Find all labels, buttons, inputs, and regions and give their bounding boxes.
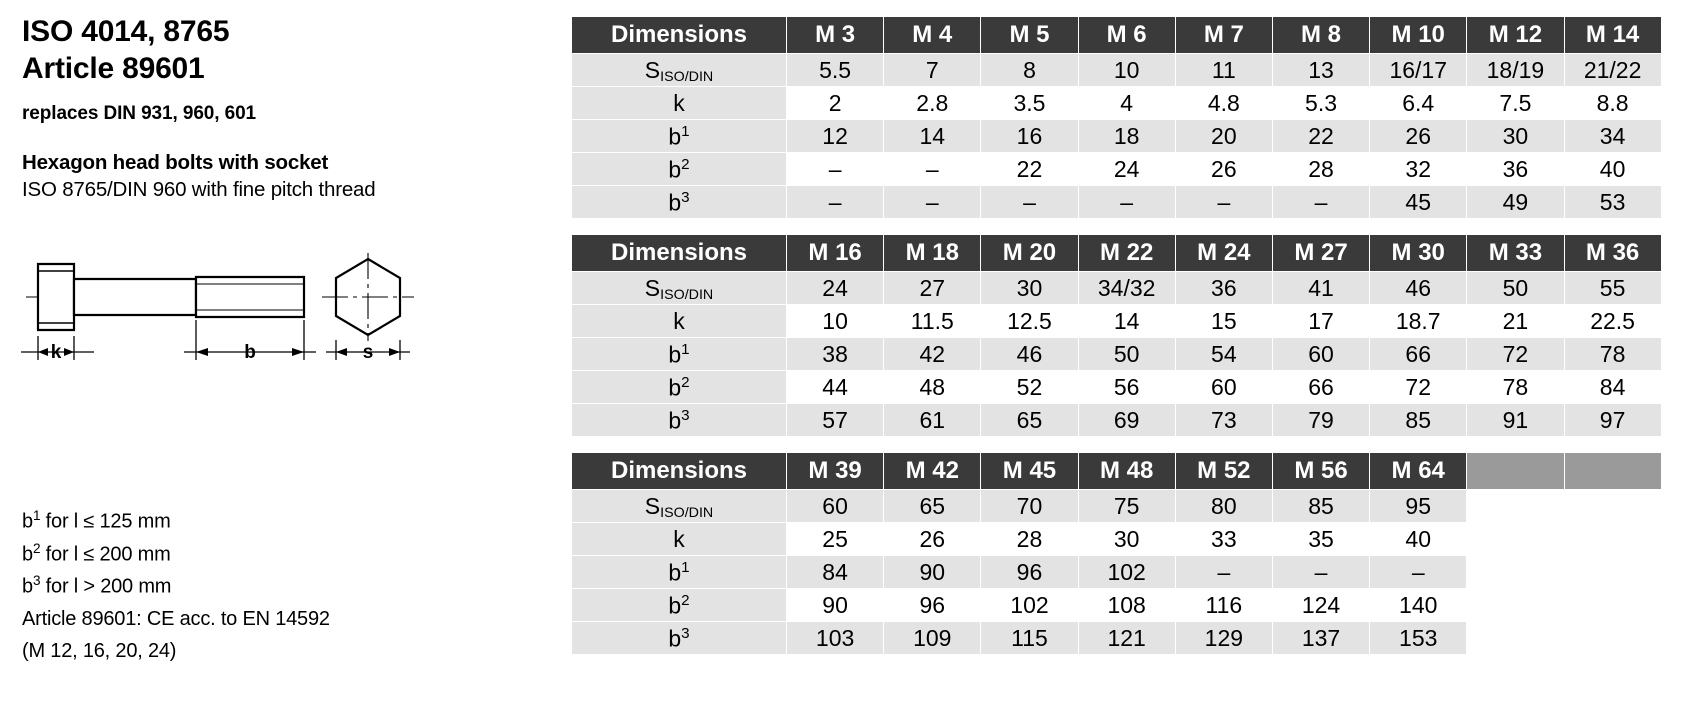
cell: 2 — [787, 87, 884, 120]
footnote-ce-sizes: (M 12, 16, 20, 24) — [22, 639, 177, 662]
row-label: $b^1$ — [572, 120, 787, 153]
cell: 61 — [884, 404, 981, 437]
table-header-size: M 10 — [1370, 17, 1467, 54]
cell: 52 — [981, 371, 1078, 404]
cell: 54 — [1175, 338, 1272, 371]
cell: 36 — [1175, 272, 1272, 305]
cell: 78 — [1467, 371, 1564, 404]
cell: 30 — [1078, 523, 1175, 556]
cell: 18.7 — [1370, 305, 1467, 338]
cell: – — [787, 153, 884, 186]
table-header-blank — [1467, 453, 1564, 490]
cell: 26 — [884, 523, 981, 556]
cell: 50 — [1078, 338, 1175, 371]
cell: – — [884, 153, 981, 186]
cell: 102 — [981, 589, 1078, 622]
row-label: $b^3$ — [572, 622, 787, 655]
cell: 21 — [1467, 305, 1564, 338]
cell: – — [1175, 186, 1272, 219]
table-header-size: M 4 — [884, 17, 981, 54]
cell: 116 — [1175, 589, 1272, 622]
footnotes-block — [22, 505, 492, 667]
cell: – — [884, 186, 981, 219]
table-header-dimensions: Dimensions — [572, 453, 787, 490]
cell: – — [1272, 556, 1369, 589]
cell: 78 — [1564, 338, 1661, 371]
footnote-b1 — [22, 505, 492, 538]
cell: 96 — [884, 589, 981, 622]
table-header-size: M 16 — [787, 235, 884, 272]
row-label: $b^2$ — [572, 589, 787, 622]
table-header-size: M 5 — [981, 17, 1078, 54]
cell: 140 — [1370, 589, 1467, 622]
cell: 30 — [1467, 120, 1564, 153]
row-label: $S_{ISO/DIN}$ — [572, 54, 787, 87]
footnote-b1-text: for l ≤ 125 mm — [40, 510, 171, 533]
table-row — [572, 87, 1662, 120]
table-header-size: M 20 — [981, 235, 1078, 272]
row-label: k — [572, 523, 787, 556]
cell: 66 — [1370, 338, 1467, 371]
cell: 80 — [1175, 490, 1272, 523]
table-row — [572, 589, 1662, 622]
cell: 96 — [981, 556, 1078, 589]
footnote-ce: Article 89601: CE acc. to EN 14592 — [22, 607, 330, 630]
cell: 8.8 — [1564, 87, 1661, 120]
table-header-dimensions: Dimensions — [572, 235, 787, 272]
cell: 53 — [1564, 186, 1661, 219]
cell: 56 — [1078, 371, 1175, 404]
cell: 129 — [1175, 622, 1272, 655]
description-sub: ISO 8765/DIN 960 with fine pitch thread — [22, 178, 376, 202]
cell: 6.4 — [1370, 87, 1467, 120]
cell: – — [981, 186, 1078, 219]
footnote-b2 — [22, 538, 492, 571]
footnote-b3 — [22, 570, 492, 603]
cell: 84 — [1564, 371, 1661, 404]
cell: 60 — [1175, 371, 1272, 404]
cell: – — [787, 186, 884, 219]
table-header-row — [572, 17, 1662, 54]
cell: 36 — [1467, 153, 1564, 186]
dimension-label-s: s — [362, 342, 374, 363]
footnote-b3-text: for l > 200 mm — [40, 575, 172, 598]
table-header-size: M 30 — [1370, 235, 1467, 272]
cell: 26 — [1370, 120, 1467, 153]
table-row — [572, 186, 1662, 219]
footnote-b2-text: for l ≤ 200 mm — [40, 543, 171, 566]
left-info-column — [22, 14, 522, 202]
table-header-size: M 39 — [787, 453, 884, 490]
dimension-table-3 — [571, 452, 1662, 655]
table-header-size: M 52 — [1175, 453, 1272, 490]
cell: 22 — [981, 153, 1078, 186]
cell: 30 — [981, 272, 1078, 305]
title-line-article: Article 89601 — [22, 51, 205, 85]
cell: 26 — [1175, 153, 1272, 186]
cell: 41 — [1272, 272, 1369, 305]
cell: 46 — [981, 338, 1078, 371]
cell: 109 — [884, 622, 981, 655]
cell: 12 — [787, 120, 884, 153]
dimension-table-2 — [571, 234, 1662, 437]
cell: 48 — [884, 371, 981, 404]
row-label: k — [572, 305, 787, 338]
cell: 69 — [1078, 404, 1175, 437]
cell: – — [1370, 556, 1467, 589]
cell-empty — [1467, 523, 1564, 556]
dimension-label-b: b — [244, 342, 256, 363]
table-row — [572, 153, 1662, 186]
cell: 90 — [787, 589, 884, 622]
cell-empty — [1467, 622, 1564, 655]
cell: 28 — [981, 523, 1078, 556]
cell: 16/17 — [1370, 54, 1467, 87]
cell: 35 — [1272, 523, 1369, 556]
table-header-size: M 3 — [787, 17, 884, 54]
row-label: $b^2$ — [572, 153, 787, 186]
cell: 73 — [1175, 404, 1272, 437]
cell: – — [1078, 186, 1175, 219]
table-header-size: M 6 — [1078, 17, 1175, 54]
cell: 91 — [1467, 404, 1564, 437]
table-row — [572, 490, 1662, 523]
cell: 95 — [1370, 490, 1467, 523]
cell: 20 — [1175, 120, 1272, 153]
cell: 5.5 — [787, 54, 884, 87]
table-row — [572, 305, 1662, 338]
table-row — [572, 523, 1662, 556]
cell: 102 — [1078, 556, 1175, 589]
table-header-size: M 42 — [884, 453, 981, 490]
cell: 55 — [1564, 272, 1661, 305]
table-row — [572, 371, 1662, 404]
cell: – — [1175, 556, 1272, 589]
title-line-standard: ISO 4014, 8765 — [22, 15, 230, 48]
cell: 84 — [787, 556, 884, 589]
table-header-size: M 27 — [1272, 235, 1369, 272]
cell-empty — [1564, 490, 1661, 523]
table-header-size: M 48 — [1078, 453, 1175, 490]
table-header-size: M 56 — [1272, 453, 1369, 490]
cell: 11 — [1175, 54, 1272, 87]
cell: 46 — [1370, 272, 1467, 305]
cell: 40 — [1370, 523, 1467, 556]
cell: 121 — [1078, 622, 1175, 655]
cell: 12.5 — [981, 305, 1078, 338]
footnote-b2-symbol: b — [22, 543, 33, 566]
cell: 18/19 — [1467, 54, 1564, 87]
footnote-b2-superscript: 2 — [32, 540, 41, 556]
cell: 32 — [1370, 153, 1467, 186]
cell: 33 — [1175, 523, 1272, 556]
cell: 70 — [981, 490, 1078, 523]
cell: 66 — [1272, 371, 1369, 404]
cell: 11.5 — [884, 305, 981, 338]
dimension-tables — [571, 16, 1661, 670]
cell: 75 — [1078, 490, 1175, 523]
cell: 42 — [884, 338, 981, 371]
cell: 18 — [1078, 120, 1175, 153]
cell: – — [1272, 186, 1369, 219]
table-row — [572, 404, 1662, 437]
cell: 72 — [1467, 338, 1564, 371]
cell: 3.5 — [981, 87, 1078, 120]
product-description — [22, 151, 522, 202]
cell: 65 — [884, 490, 981, 523]
dimension-table-1 — [571, 16, 1662, 219]
cell: 90 — [884, 556, 981, 589]
replaces-note: replaces DIN 931, 960, 601 — [22, 103, 257, 125]
cell: 60 — [1272, 338, 1369, 371]
cell: 4 — [1078, 87, 1175, 120]
table-header-size: M 64 — [1370, 453, 1467, 490]
row-label: $b^1$ — [572, 338, 787, 371]
row-label: k — [572, 87, 787, 120]
cell: 79 — [1272, 404, 1369, 437]
cell: 27 — [884, 272, 981, 305]
row-label: $b^2$ — [572, 371, 787, 404]
cell: 44 — [787, 371, 884, 404]
footnote-b3-symbol: b — [22, 575, 33, 598]
table-row — [572, 272, 1662, 305]
table-header-size: M 24 — [1175, 235, 1272, 272]
cell: 25 — [787, 523, 884, 556]
cell: 72 — [1370, 371, 1467, 404]
table-row — [572, 338, 1662, 371]
cell-empty — [1564, 622, 1661, 655]
cell-empty — [1564, 589, 1661, 622]
cell-empty — [1467, 490, 1564, 523]
cell: 17 — [1272, 305, 1369, 338]
cell: 13 — [1272, 54, 1369, 87]
footnote-b1-symbol: b — [22, 510, 33, 533]
table-header-row — [572, 235, 1662, 272]
table-header-size: M 7 — [1175, 17, 1272, 54]
cell: 50 — [1467, 272, 1564, 305]
cell: 2.8 — [884, 87, 981, 120]
cell: 8 — [981, 54, 1078, 87]
row-label: $b^3$ — [572, 404, 787, 437]
row-label: $b^1$ — [572, 556, 787, 589]
table-header-dimensions: Dimensions — [572, 17, 787, 54]
cell: 57 — [787, 404, 884, 437]
cell: 5.3 — [1272, 87, 1369, 120]
table-row — [572, 54, 1662, 87]
cell: 108 — [1078, 589, 1175, 622]
footnote-b1-superscript: 1 — [32, 508, 41, 523]
cell: 7 — [884, 54, 981, 87]
table-header-size: M 45 — [981, 453, 1078, 490]
cell: 16 — [981, 120, 1078, 153]
cell: 65 — [981, 404, 1078, 437]
cell: 137 — [1272, 622, 1369, 655]
cell: 45 — [1370, 186, 1467, 219]
cell: 40 — [1564, 153, 1661, 186]
cell: 49 — [1467, 186, 1564, 219]
cell: 10 — [1078, 54, 1175, 87]
cell: 60 — [787, 490, 884, 523]
table-header-size: M 14 — [1564, 17, 1661, 54]
table-header-size: M 8 — [1272, 17, 1369, 54]
table-header-row — [572, 453, 1662, 490]
cell: 97 — [1564, 404, 1661, 437]
cell: 34/32 — [1078, 272, 1175, 305]
description-main: Hexagon head bolts with socket — [22, 151, 329, 175]
cell: 14 — [1078, 305, 1175, 338]
cell: 28 — [1272, 153, 1369, 186]
page-title — [22, 14, 522, 87]
cell: 103 — [787, 622, 884, 655]
cell: 7.5 — [1467, 87, 1564, 120]
cell: 34 — [1564, 120, 1661, 153]
table-header-size: M 12 — [1467, 17, 1564, 54]
table-header-size: M 36 — [1564, 235, 1661, 272]
cell: 124 — [1272, 589, 1369, 622]
bolt-drawing-svg — [16, 248, 436, 393]
cell-empty — [1564, 556, 1661, 589]
cell: 10 — [787, 305, 884, 338]
table-header-blank — [1564, 453, 1661, 490]
cell: 15 — [1175, 305, 1272, 338]
footnote-b3-superscript: 3 — [32, 573, 41, 589]
cell: 38 — [787, 338, 884, 371]
table-header-size: M 18 — [884, 235, 981, 272]
dimension-label-k: k — [50, 342, 62, 363]
cell: 85 — [1370, 404, 1467, 437]
cell: 4.8 — [1175, 87, 1272, 120]
row-label: $b^3$ — [572, 186, 787, 219]
cell-empty — [1467, 589, 1564, 622]
table-header-size: M 22 — [1078, 235, 1175, 272]
cell: 115 — [981, 622, 1078, 655]
table-row — [572, 622, 1662, 655]
table-header-size: M 33 — [1467, 235, 1564, 272]
cell: 22 — [1272, 120, 1369, 153]
cell-empty — [1564, 523, 1661, 556]
row-label: $S_{ISO/DIN}$ — [572, 490, 787, 523]
cell: 14 — [884, 120, 981, 153]
bolt-technical-drawing — [16, 248, 436, 393]
row-label: $S_{ISO/DIN}$ — [572, 272, 787, 305]
cell: 24 — [787, 272, 884, 305]
table-row — [572, 120, 1662, 153]
table-row — [572, 556, 1662, 589]
cell: 153 — [1370, 622, 1467, 655]
cell: 21/22 — [1564, 54, 1661, 87]
cell: 24 — [1078, 153, 1175, 186]
cell: 22.5 — [1564, 305, 1661, 338]
cell-empty — [1467, 556, 1564, 589]
cell: 85 — [1272, 490, 1369, 523]
